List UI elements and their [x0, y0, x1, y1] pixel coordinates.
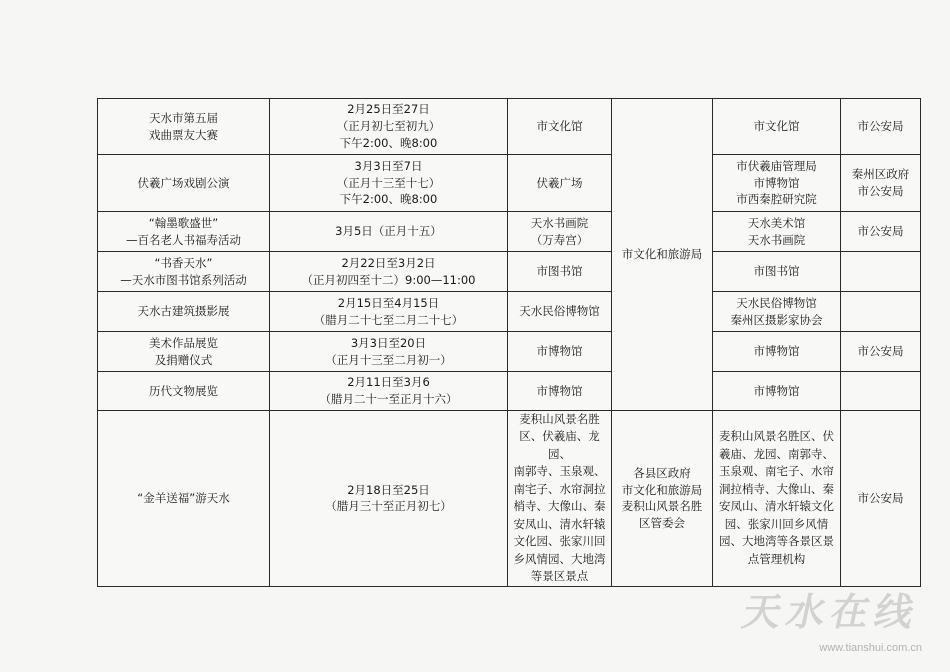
activity-venue-cell [508, 155, 612, 212]
watermark-url: www.tianshui.com.cn [819, 642, 922, 654]
organizer-cell-line: 市博物馆 [753, 344, 800, 359]
security-cell [841, 411, 921, 587]
activity-time-cell-line: （正月十三至二月初一） [325, 352, 452, 367]
activity-name-cell-line: 天水市第五届 [149, 110, 218, 125]
events-table [97, 98, 921, 587]
activity-time-cell [270, 372, 508, 411]
table-row [98, 292, 921, 332]
organizer-cell [713, 411, 841, 587]
activity-time-cell-line: （腊月二十一至正月十六） [319, 392, 458, 406]
organizer-cell-line: 安凤山、清水轩辕文化 [719, 499, 834, 514]
activity-time-cell-line: （正月初四至十二）9:00—11:00 [301, 272, 476, 287]
activity-venue-cell-line: 市博物馆 [536, 383, 583, 398]
organizer-cell-line: 园、张家川回乡风情 [724, 516, 829, 531]
activity-name-cell [98, 411, 270, 587]
security-cell [841, 212, 921, 252]
activity-time-cell [270, 212, 508, 252]
lead-unit-cell-line: 麦积山风景名胜 [621, 499, 703, 514]
activity-time-cell-line: 2月25日至27日 [347, 102, 430, 117]
activity-venue-cell-line: 麦积山风景名胜 [519, 412, 600, 426]
activity-venue-cell [508, 212, 612, 252]
organizer-cell-line: 洞拉梢寺、大像山、秦 [719, 481, 834, 496]
lead-unit-cell-line: 各县区政府 [633, 466, 691, 480]
activity-venue-cell [508, 99, 612, 155]
activity-venue-cell-line: 安凤山、清水轩辕 [513, 516, 606, 531]
security-cell-line: 市公安局 [857, 224, 904, 239]
activity-venue-cell-line: 市文化馆 [536, 119, 583, 134]
organizer-cell-line: 市文化馆 [753, 119, 800, 134]
organizer-cell-line: 市西秦腔研究院 [736, 192, 817, 207]
activity-venue-cell-line: 南郭寺、玉泉观、 [513, 464, 606, 479]
activity-name-cell [98, 155, 270, 212]
activity-name-cell [98, 212, 270, 252]
organizer-cell-line: 市博物馆 [753, 383, 800, 398]
activity-time-cell-line: 3月3日至20日 [350, 335, 427, 350]
activity-time-cell-line: 2月22日至3月2日 [341, 255, 436, 270]
organizer-cell-line: 麦积山风景名胜区、伏 [719, 429, 834, 444]
activity-time-cell-line: 下午2:00、晚8:00 [339, 135, 438, 150]
activity-time-cell-line: （腊月二十七至二月二十七） [313, 312, 464, 327]
security-cell-line: 市公安局 [857, 491, 904, 505]
activity-name-cell-line: 伏羲广场戏剧公演 [137, 175, 230, 190]
activity-name-cell-line: 戏曲票友大赛 [149, 127, 218, 142]
activity-name-cell-line: “书香天水” [154, 255, 213, 270]
activity-venue-cell [508, 252, 612, 292]
security-cell-line: 市公安局 [857, 119, 904, 134]
security-cell-line: 秦州区政府 [851, 167, 910, 182]
table-row [98, 332, 921, 372]
organizer-cell-line: 天水民俗博物馆 [736, 295, 817, 310]
activity-name-cell-line: —天水市图书馆系列活动 [120, 272, 247, 287]
organizer-cell [713, 99, 841, 155]
lead-unit-cell [612, 411, 713, 587]
activity-venue-cell-line: 伏羲广场 [536, 175, 583, 190]
lead-unit-cell-line: 市文化和旅游局 [621, 482, 703, 497]
activity-time-cell-line: （正月十三至十七） [336, 175, 441, 190]
organizer-cell-line: 秦州区摄影家协会 [730, 312, 823, 327]
activity-name-cell [98, 372, 270, 411]
activity-name-cell-line: 历代文物展览 [149, 383, 218, 398]
activity-venue-cell-line: 乡风情园、大地湾 [513, 551, 606, 566]
activity-name-cell-line: 天水古建筑摄影展 [137, 304, 230, 319]
activity-venue-cell-line: 文化园、张家川回 [513, 534, 606, 549]
activity-venue-cell [508, 372, 612, 411]
table-row [98, 99, 921, 155]
activity-venue-cell [508, 411, 612, 587]
table-row [98, 252, 921, 292]
activity-name-cell [98, 292, 270, 332]
activity-time-cell [270, 99, 508, 155]
organizer-cell [713, 372, 841, 411]
activity-name-cell-line: 及捐赠仪式 [154, 352, 213, 367]
activity-name-cell [98, 252, 270, 292]
watermark-logo [736, 589, 936, 662]
activity-name-cell-line: —百名老人书福寿活动 [126, 232, 241, 247]
lead-unit-cell-line: 市文化和旅游局 [621, 247, 703, 262]
activity-venue-cell-line: 市图书馆 [536, 264, 583, 279]
activity-time-cell [270, 252, 508, 292]
security-cell [841, 292, 921, 332]
activity-time-cell-line: 3月3日至7日 [354, 158, 423, 173]
activity-venue-cell-line: 南宅子、水帘洞拉 [513, 481, 606, 496]
organizer-cell [713, 212, 841, 252]
activity-time-cell-line: 2月15日至4月15日 [337, 295, 440, 310]
organizer-cell-line: 点管理机构 [747, 551, 806, 566]
organizer-cell-line: 市图书馆 [753, 264, 800, 279]
activity-venue-cell-line: 市博物馆 [536, 344, 583, 359]
activity-time-cell-line: 3月5日（正月十五） [335, 224, 442, 239]
activity-time-cell-line: 下午2:00、晚8:00 [339, 192, 438, 207]
activity-name-cell-line: “金羊送福”游天水 [137, 491, 230, 505]
security-cell [841, 155, 921, 212]
table-row [98, 411, 921, 587]
activity-venue-cell [508, 292, 612, 332]
organizer-cell-line: 天水书画院 [747, 232, 806, 247]
table-row [98, 212, 921, 252]
organizer-cell [713, 252, 841, 292]
activity-venue-cell-line: （万寿宫） [530, 232, 589, 247]
activity-venue-cell-line: 等景区景点 [530, 569, 589, 584]
lead-unit-cell [612, 99, 713, 411]
watermark-text: 天水在线 [738, 589, 925, 634]
activity-time-cell-line: 2月11日至3月6 [347, 375, 430, 390]
lead-unit-cell-line: 区管委会 [639, 516, 685, 531]
activity-time-cell-line: 2月18日至25日 [347, 482, 430, 497]
table-row [98, 155, 921, 212]
organizer-cell-line: 市伏羲庙管理局 [736, 158, 817, 173]
activity-venue-cell-line: 天水民俗博物馆 [519, 304, 600, 319]
activity-time-cell [270, 292, 508, 332]
security-cell-line: 市公安局 [857, 344, 904, 359]
activity-name-cell [98, 332, 270, 372]
activity-time-cell-line: （正月初七至初九） [336, 119, 441, 134]
organizer-cell-line: 园、大地湾等各景区景 [719, 534, 834, 549]
organizer-cell-line: 市博物馆 [753, 175, 800, 190]
activity-venue-cell-line: 天水书画院 [530, 215, 589, 230]
activity-venue-cell-line: 梢寺、大像山、秦 [513, 499, 606, 514]
activity-time-cell [270, 155, 508, 212]
activity-time-cell-line: （腊月三十至正月初七） [325, 499, 452, 514]
organizer-cell [713, 155, 841, 212]
activity-name-cell-line: 美术作品展览 [149, 335, 218, 350]
security-cell [841, 99, 921, 155]
organizer-cell-line: 玉泉观、南宅子、水帘 [719, 464, 834, 479]
organizer-cell [713, 332, 841, 372]
security-cell-line: 市公安局 [857, 184, 904, 198]
activity-name-cell [98, 99, 270, 155]
activity-time-cell [270, 411, 508, 587]
security-cell [841, 372, 921, 411]
activity-venue-cell [508, 332, 612, 372]
activity-name-cell-line: “翰墨歌盛世” [148, 215, 219, 230]
organizer-cell-line: 天水美术馆 [747, 215, 806, 230]
activity-venue-cell-line: 区、伏羲庙、龙园、 [519, 429, 600, 461]
organizer-cell-line: 羲庙、龙园、南郭寺、 [719, 446, 834, 461]
activity-time-cell [270, 332, 508, 372]
organizer-cell [713, 292, 841, 332]
security-cell [841, 252, 921, 292]
table-row [98, 372, 921, 411]
security-cell [841, 332, 921, 372]
